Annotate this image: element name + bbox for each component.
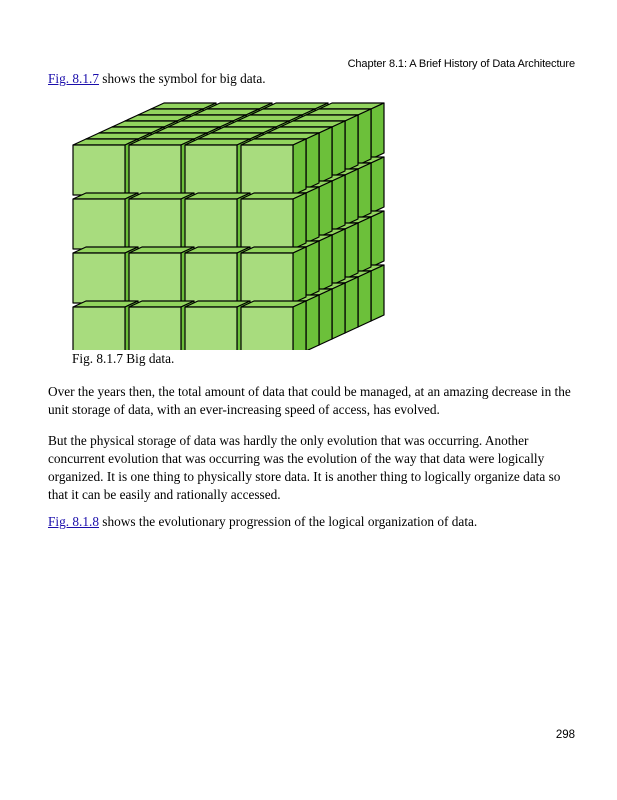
paragraph-figure-reference-text: shows the evolutionary progression of the logical organization of data.: [98, 514, 478, 529]
cube-side-face: [345, 115, 358, 171]
cube-side-face: [371, 157, 384, 213]
cube-front-face: [241, 307, 293, 350]
cube-side-face: [293, 139, 306, 195]
paragraph-figure-reference: [48, 513, 576, 531]
paragraph-logical-organization: But the physical storage of data was hardly the only evolution that was occurring. Another concurrent evolution that was occurring was the evolution of the way that data were logically organized. It is one thing to physically store data. It is another thing to logically organize data so that it can be easily and rationally accessed.: [48, 433, 561, 502]
cube-front-face: [185, 145, 237, 195]
cube-side-face: [358, 109, 371, 165]
cube-side-face: [358, 163, 371, 219]
cube-side-face: [293, 301, 306, 350]
cube-side-face: [345, 169, 358, 225]
cube-side-face: [371, 103, 384, 159]
cube-front-face: [185, 253, 237, 303]
cube-side-face: [345, 223, 358, 279]
cube-side-face: [306, 295, 319, 350]
cube-side-face: [293, 193, 306, 249]
cube-side-face: [371, 211, 384, 267]
cube-front-face: [129, 145, 181, 195]
cube-side-face: [345, 277, 358, 333]
cube-side-face: [332, 229, 345, 285]
cube-front-face: [129, 307, 181, 350]
cube-front-face: [73, 253, 125, 303]
cube-side-face: [319, 289, 332, 345]
cube-front-face: [73, 199, 125, 249]
cube-front-face: [73, 145, 125, 195]
figure-8-1-7-link[interactable]: Fig. 8.1.7: [48, 71, 99, 86]
cube-side-face: [332, 175, 345, 231]
cube-front-face: [241, 145, 293, 195]
cube-side-face: [306, 133, 319, 189]
cube-front-face: [129, 253, 181, 303]
cube-front-face: [185, 307, 237, 350]
cube-front-face: [129, 199, 181, 249]
big-data-figure: [70, 100, 400, 350]
cube-front-face: [241, 199, 293, 249]
cube-side-face: [358, 217, 371, 273]
cube-front-face: [241, 253, 293, 303]
cube-side-face: [358, 271, 371, 327]
cube-side-face: [319, 235, 332, 291]
big-data-cube-illustration: [70, 100, 400, 350]
running-header: Chapter 8.1: A Brief History of Data Architecture: [347, 58, 575, 70]
cube-side-face: [319, 181, 332, 237]
cube-side-face: [332, 283, 345, 339]
figure-caption: Fig. 8.1.7 Big data.: [72, 351, 175, 366]
cube-side-face: [306, 241, 319, 297]
cube-side-face: [371, 265, 384, 321]
intro-paragraph: [48, 70, 576, 88]
page-number: 298: [555, 729, 575, 741]
paragraph-storage-evolution: Over the years then, the total amount of data that could be managed, at an amazing decrease in the unit storage of data, with an ever-increasing speed of access, has evolved.: [48, 384, 571, 417]
cube-side-face: [332, 121, 345, 177]
figure-8-1-8-link[interactable]: Fig. 8.1.8: [48, 514, 99, 529]
cube-side-face: [293, 247, 306, 303]
cube-front-face: [73, 307, 125, 350]
intro-text: shows the symbol for big data.: [98, 71, 266, 86]
cube-side-face: [319, 127, 332, 183]
cube-front-face: [185, 199, 237, 249]
cube-side-face: [306, 187, 319, 243]
